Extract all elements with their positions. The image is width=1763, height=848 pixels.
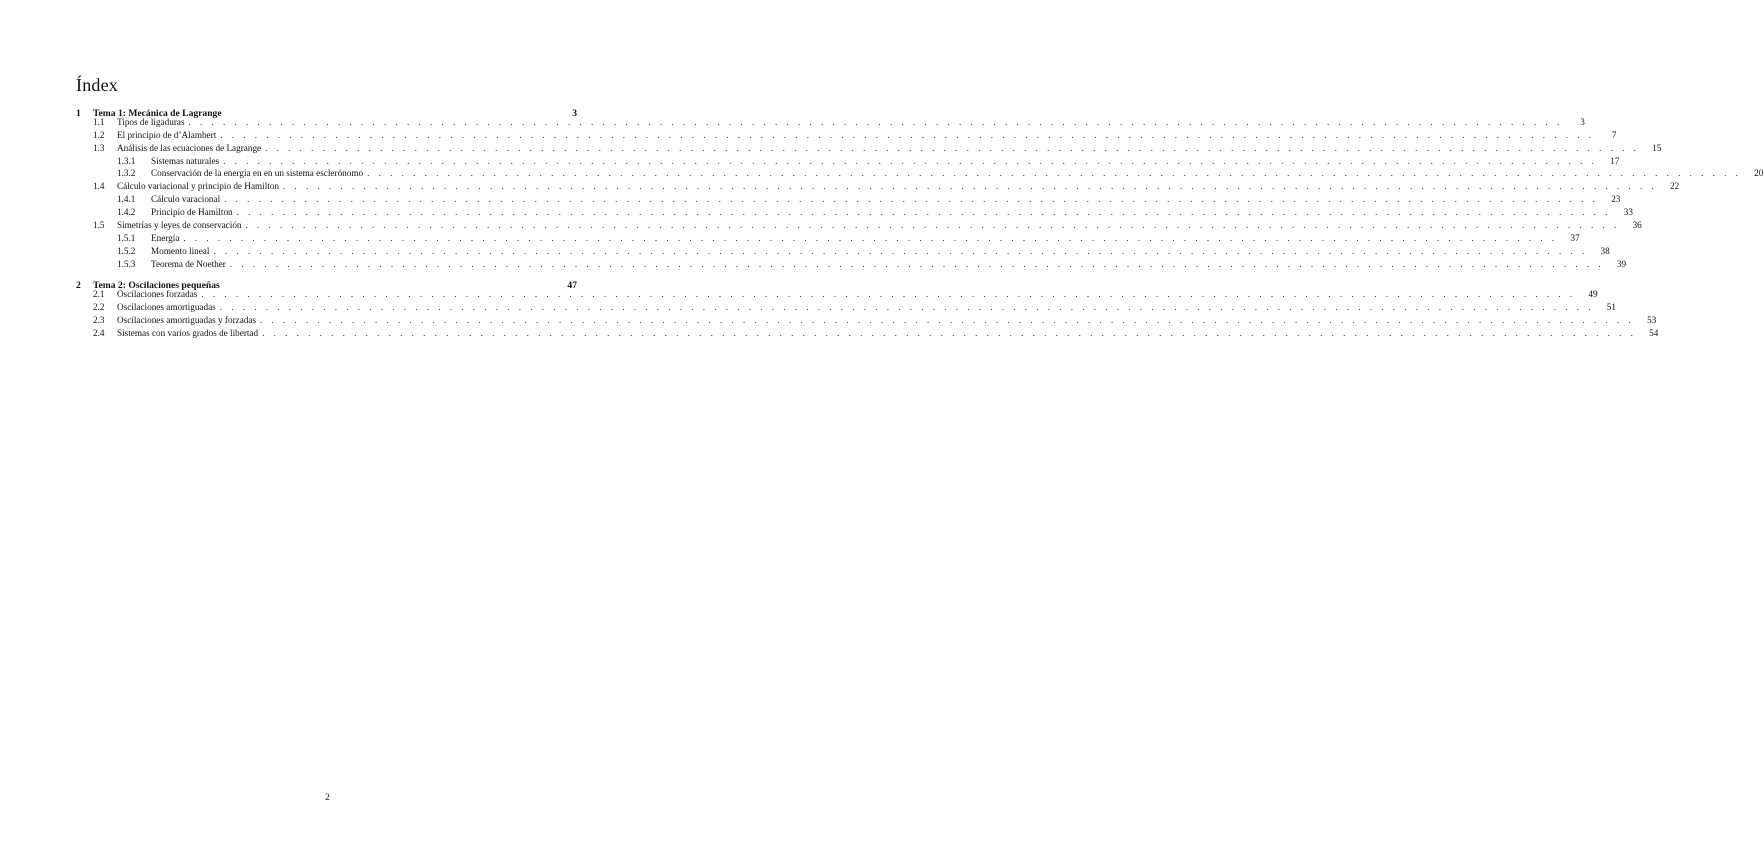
toc-entry-number: 1.3.2 bbox=[117, 168, 136, 179]
toc-entry-number: 2.3 bbox=[93, 315, 105, 326]
toc-entry-number: 1.1 bbox=[93, 116, 105, 127]
toc-section[interactable] bbox=[76, 327, 1659, 340]
toc-entry-page: 39 bbox=[1616, 258, 1627, 269]
dot-leader: . . . . . . . . . . . . . . . . . . . . . . . . . . . . . . . . . . . . . . . . . . . . . . . . . . . . . . . . . . . . . . . . . . . . . . . . . . . . . . . . . . . . . . . . . . . . . . . . . . . . . . . . . . . . . . . . . . . . . . . . bbox=[224, 194, 1599, 205]
toc-section[interactable] bbox=[76, 116, 1585, 129]
dot-leader: . . . . . . . . . . . . . . . . . . . . . . . . . . . . . . . . . . . . . . . . . . . . . . . . . . . . . . . . . . . . . . . . . . . . . . . . . . . . . . . . . . . . . . . . . . . . . . . . . . . . . . . . . . . . . . . . . . . . . . . . bbox=[236, 207, 1611, 218]
toc-entry-number: 1.5.3 bbox=[117, 258, 136, 269]
toc-entry-page: 22 bbox=[1670, 181, 1680, 192]
toc-entry-page: 53 bbox=[1647, 315, 1657, 326]
toc-entry-title[interactable]: Momento lineal bbox=[151, 245, 210, 256]
toc-entry-title[interactable]: Tema 2: Oscilaciones pequeñas bbox=[93, 280, 220, 292]
dot-leader: . . . . . . . . . . . . . . . . . . . . . . . . . . . . . . . . . . . . . . . . . . . . . . . . . . . . . . . . . . . . . . . . . . . . . . . . . . . . . . . . . . . . . . . . . . . . . . . . . . . . . . . . . . . . . . . . . . . . . . . . bbox=[283, 181, 1658, 192]
toc-entry-number: 1.5.1 bbox=[117, 232, 136, 243]
toc-entry-title[interactable]: El principio de d’Alambert bbox=[117, 129, 217, 140]
toc-subsection[interactable] bbox=[76, 167, 1763, 180]
toc-section[interactable] bbox=[76, 219, 1642, 232]
toc-entry-title[interactable]: Principio de Hamilton bbox=[151, 207, 233, 218]
toc-entry-title[interactable]: Sistemas con varios grados de libertad bbox=[117, 328, 259, 339]
toc-entry-page: 23 bbox=[1611, 194, 1621, 205]
toc-entry-title[interactable]: Cálculo varacional bbox=[151, 194, 221, 205]
toc-entry-page: 51 bbox=[1606, 302, 1616, 313]
dot-leader: . . . . . . . . . . . . . . . . . . . . . . . . . . . . . . . . . . . . . . . . . . . . . . . . . . . . . . . . . . . . . . . . . . . . . . . . . . . . . . . . . . . . . . . . . . . . . . . . . . . . . . . . . . . . . . . . . . . . . . . . bbox=[262, 328, 1637, 339]
dot-leader: . . . . . . . . . . . . . . . . . . . . . . . . . . . . . . . . . . . . . . . . . . . . . . . . . . . . . . . . . . . . . . . . . . . . . . . . . . . . . . . . . . . . . . . . . . . . . . . . . . . . . . . . . . . . . . . . . . . . . . . . bbox=[183, 232, 1558, 243]
dot-leader: . . . . . . . . . . . . . . . . . . . . . . . . . . . . . . . . . . . . . . . . . . . . . . . . . . . . . . . . . . . . . . . . . . . . . . . . . . . . . . . . . . . . . . . . . . . . . . . . . . . . . . . . . . . . . . . . . . . . . . . . bbox=[265, 142, 1640, 153]
dot-leader: . . . . . . . . . . . . . . . . . . . . . . . . . . . . . . . . . . . . . . . . . . . . . . . . . . . . . . . . . . . . . . . . . . . . . . . . . . . . . . . . . . . . . . . . . . . . . . . . . . . . . . . . . . . . . . . . . . . . . . . . bbox=[220, 129, 1595, 140]
toc-entry-number: 1.4 bbox=[93, 181, 105, 192]
table-of-contents bbox=[76, 103, 1763, 340]
toc-entry-title[interactable]: Teorema de Noether bbox=[151, 258, 226, 269]
dot-leader: . . . . . . . . . . . . . . . . . . . . . . . . . . . . . . . . . . . . . . . . . . . . . . . . . . . . . . . . . . . . . . . . . . . . . . . . . . . . . . . . . . . . . . . . . . . . . . . . . . . . . . . . . . . . . . . . . . . . . . . . bbox=[213, 245, 1588, 256]
toc-entry-title[interactable]: Análisis de las ecuaciones de Lagrange bbox=[117, 142, 262, 153]
toc-entry-title[interactable]: Sistemas naturales bbox=[151, 155, 220, 166]
toc-entry-title[interactable]: Oscilaciones amortiguadas bbox=[117, 302, 216, 313]
toc-subsection[interactable] bbox=[76, 232, 1580, 245]
toc-subsection[interactable] bbox=[76, 258, 1627, 271]
toc-entry-number: 1.4.1 bbox=[117, 194, 136, 205]
toc-entry-number: 1.2 bbox=[93, 129, 105, 140]
toc-entry-page: 20 bbox=[1754, 168, 1763, 179]
toc-entry-title[interactable]: Oscilaciones amortiguadas y forzadas bbox=[117, 315, 257, 326]
toc-section[interactable] bbox=[76, 301, 1616, 314]
toc-entry-page: 7 bbox=[1611, 129, 1617, 140]
dot-leader: . . . . . . . . . . . . . . . . . . . . . . . . . . . . . . . . . . . . . . . . . . . . . . . . . . . . . . . . . . . . . . . . . . . . . . . . . . . . . . . . . . . . . . . . . . . . . . . . . . . . . . . . . . . . . . . . . . . . . . . . bbox=[260, 315, 1635, 326]
toc-entry-title[interactable]: Tema 1: Mecánica de Lagrange bbox=[93, 107, 222, 119]
toc-entry-title[interactable]: Simetrías y leyes de conservación bbox=[117, 220, 242, 231]
toc-entry-number: 2.1 bbox=[93, 289, 105, 300]
toc-entry-title[interactable]: Oscilaciones forzadas bbox=[117, 289, 198, 300]
toc-entry-page: 3 bbox=[1580, 116, 1585, 127]
toc-entry-number: 1.5.2 bbox=[117, 245, 136, 256]
toc-subsection[interactable] bbox=[76, 206, 1633, 219]
toc-entry-number: 1.3 bbox=[93, 142, 105, 153]
dot-leader bbox=[226, 103, 555, 116]
toc-subsection[interactable] bbox=[76, 155, 1620, 168]
toc-section[interactable] bbox=[76, 180, 1680, 193]
dot-leader: . . . . . . . . . . . . . . . . . . . . . . . . . . . . . . . . . . . . . . . . . . . . . . . . . . . . . . . . . . . . . . . . . . . . . . . . . . . . . . . . . . . . . . . . . . . . . . . . . . . . . . . . . . . . . . . . . . . . . . . . bbox=[219, 302, 1594, 313]
toc-entry-number: 1.3.1 bbox=[117, 155, 136, 166]
toc-entry-page: 3 bbox=[572, 107, 577, 119]
dot-leader: . . . . . . . . . . . . . . . . . . . . . . . . . . . . . . . . . . . . . . . . . . . . . . . . . . . . . . . . . . . . . . . . . . . . . . . . . . . . . . . . . . . . . . . . . . . . . . . . . . . . . . . . . . . . . . . . . . . . . . . . bbox=[245, 220, 1620, 231]
dot-leader bbox=[224, 276, 555, 289]
toc-section[interactable] bbox=[76, 142, 1662, 155]
toc-entry-page: 17 bbox=[1610, 155, 1620, 166]
toc-entry-number: 2.2 bbox=[93, 302, 105, 313]
page-number: 2 bbox=[325, 793, 330, 803]
dot-leader: . . . . . . . . . . . . . . . . . . . . . . . . . . . . . . . . . . . . . . . . . . . . . . . . . . . . . . . . . . . . . . . . . . . . . . . . . . . . . . . . . . . . . . . . . . . . . . . . . . . . . . . . . . . . . . . . . . . . . . . . bbox=[229, 258, 1605, 269]
toc-chapter[interactable] bbox=[76, 103, 577, 119]
toc-entry-title[interactable]: Energía bbox=[151, 232, 180, 243]
toc-subsection[interactable] bbox=[76, 245, 1610, 258]
toc-entry-page: 36 bbox=[1632, 220, 1642, 231]
toc-subsection[interactable] bbox=[76, 193, 1621, 206]
toc-entry-title[interactable]: Conservación de la energía en en un sistema esclerónomo bbox=[151, 168, 364, 179]
dot-leader: . . . . . . . . . . . . . . . . . . . . . . . . . . . . . . . . . . . . . . . . . . . . . . . . . . . . . . . . . . . . . . . . . . . . . . . . . . . . . . . . . . . . . . . . . . . . . . . . . . . . . . . . . . . . . . . . . . . . . . . . bbox=[367, 168, 1742, 179]
toc-entry-number: 1 bbox=[76, 107, 81, 119]
toc-entry-number: 1.5 bbox=[93, 220, 105, 231]
toc-entry-number: 1.4.2 bbox=[117, 207, 136, 218]
toc-section[interactable] bbox=[76, 314, 1657, 327]
toc-entry-page: 54 bbox=[1649, 328, 1659, 339]
toc-entry-title[interactable]: Tipos de ligaduras bbox=[117, 116, 185, 127]
toc-entry-number: 2.4 bbox=[93, 328, 105, 339]
toc-section[interactable] bbox=[76, 288, 1598, 301]
toc-entry-number: 2 bbox=[76, 280, 81, 292]
dot-leader: . . . . . . . . . . . . . . . . . . . . . . . . . . . . . . . . . . . . . . . . . . . . . . . . . . . . . . . . . . . . . . . . . . . . . . . . . . . . . . . . . . . . . . . . . . . . . . . . . . . . . . . . . . . . . . . . . . . . . . . . bbox=[223, 155, 1598, 166]
toc-entry-title[interactable]: Cálculo variacional y principio de Hamilton bbox=[117, 181, 280, 192]
dot-leader: . . . . . . . . . . . . . . . . . . . . . . . . . . . . . . . . . . . . . . . . . . . . . . . . . . . . . . . . . . . . . . . . . . . . . . . . . . . . . . . . . . . . . . . . . . . . . . . . . . . . . . . . . . . . . . . . . . . . . . . . bbox=[201, 289, 1576, 300]
toc-section[interactable] bbox=[76, 129, 1617, 142]
toc-entry-page: 38 bbox=[1600, 245, 1610, 256]
toc-heading: Índex bbox=[76, 75, 118, 95]
toc-entry-page: 15 bbox=[1652, 142, 1662, 153]
toc-entry-page: 49 bbox=[1588, 289, 1598, 300]
toc-entry-page: 47 bbox=[567, 280, 577, 292]
toc-chapter[interactable] bbox=[76, 276, 577, 292]
toc-entry-page: 37 bbox=[1570, 232, 1580, 243]
dot-leader: . . . . . . . . . . . . . . . . . . . . . . . . . . . . . . . . . . . . . . . . . . . . . . . . . . . . . . . . . . . . . . . . . . . . . . . . . . . . . . . . . . . . . . . . . . . . . . . . . . . . . . . . . . . . . . . . . . . . . . . . bbox=[188, 116, 1563, 127]
toc-entry-page: 33 bbox=[1623, 207, 1633, 218]
